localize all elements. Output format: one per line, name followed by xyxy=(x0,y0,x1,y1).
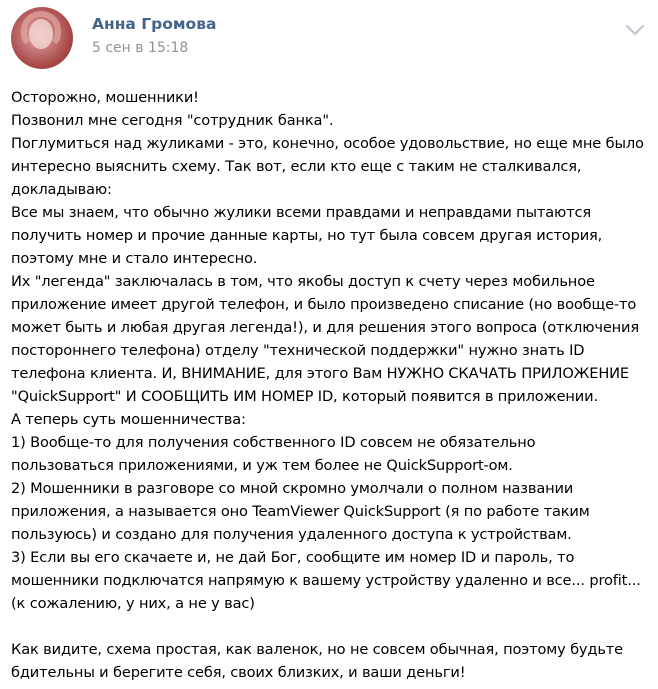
post-header xyxy=(0,0,658,75)
post-paragraph: Осторожно, мошенники! xyxy=(11,89,199,106)
post-menu-button[interactable] xyxy=(624,22,646,38)
post-paragraph: 1) Вообще-то для получения собственного ID совсем не обязательно пользоваться приложениями, и уж тем более не QuickSupport-ом. xyxy=(11,434,536,474)
post-paragraph: 2) Мошенники в разговоре со мной скромно умолчали о полном названии приложения, а называется оно TeamViewer QuickSupport (я по работе таким пользуюсь) и создано для получения удаленного доступа к устройствам. xyxy=(11,480,590,543)
post-paragraph: Как видите, схема простая, как валенок, но не совсем обычная, поэтому будьте бдительны и берегите себя, своих близких, и ваши деньги! xyxy=(11,641,623,681)
post-paragraph: Позвонил мне сегодня "сотрудник банка". xyxy=(11,112,334,129)
post-paragraph: А теперь суть мошенничества: xyxy=(11,411,246,428)
avatar-face-shape xyxy=(29,19,53,49)
paragraph-spacer xyxy=(11,615,651,638)
chevron-down-icon xyxy=(624,22,646,38)
post-date-link[interactable]: 5 сен в 15:18 xyxy=(92,40,189,56)
post-text xyxy=(11,86,651,684)
post-paragraph: Их "легенда" заключалась в том, что якобы доступ к счету через мобильное приложение имеет другой телефон, и было произведено списание (но вообще-то может быть и любая другая легенда!), и для решения этого вопроса (отключения постороннего телефона) отделу "технической поддержки" нужно знать ID телефона клиента. И, ВНИМАНИЕ, для этого Вам НУЖНО СКАЧАТЬ ПРИЛОЖЕНИЕ "QuickSupport" И СООБЩИТЬ ИМ НОМЕР ID, который появится в приложении. xyxy=(11,273,640,405)
post-paragraph: 3) Если вы его скачаете и, не дай Бог, сообщите им номер ID и пароль, то мошенники подключатся напрямую к вашему устройству удаленно и все... profit... (к сожалению, у них, а не у вас) xyxy=(11,549,641,612)
author-name-link[interactable]: Анна Громова xyxy=(92,15,217,33)
avatar[interactable] xyxy=(11,7,73,69)
post-paragraph: Поглумиться над жуликами - это, конечно, особое удовольствие, но еще мне было интересно выяснить схему. Так вот, если кто еще с таким не сталкивался, докладываю: xyxy=(11,135,644,198)
post-paragraph: Все мы знаем, что обычно жулики всеми правдами и неправдами пытаются получить номер и прочие данные карты, но тут была совсем другая история, поэтому мне и стало интересно. xyxy=(11,204,603,267)
